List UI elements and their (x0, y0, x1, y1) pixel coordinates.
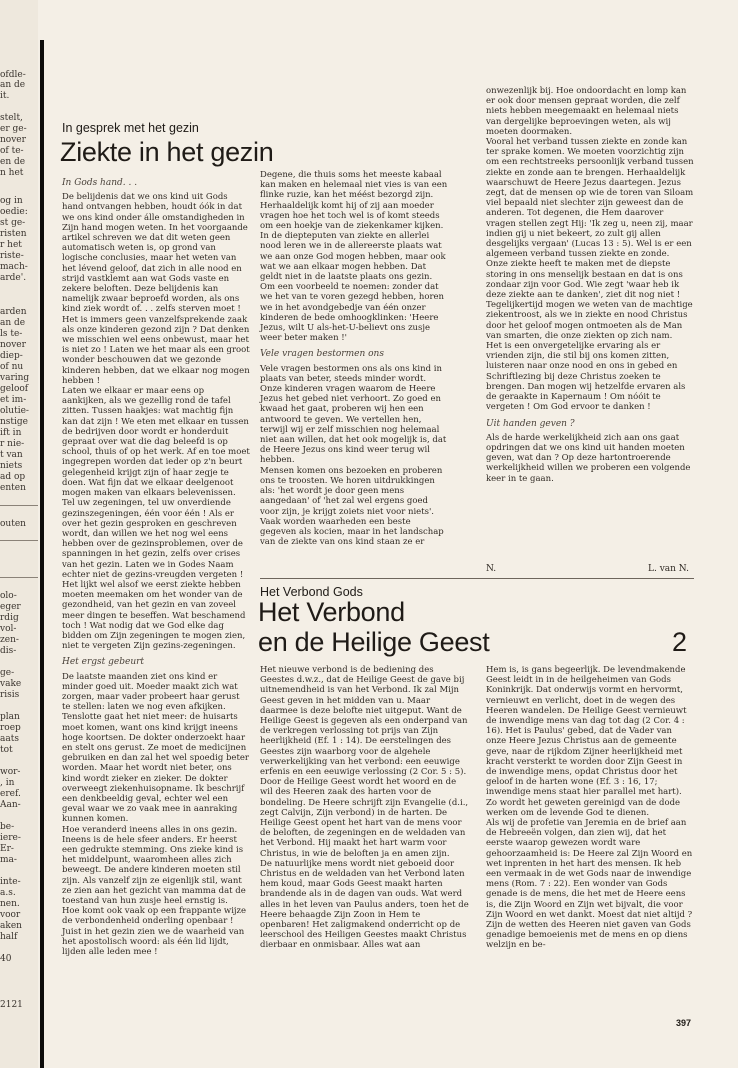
paragraph: Tel uw zegeningen, tel uw onverdiende gezinszegeningen, één voor één ! Als er over het gezin gesproken en geschreven wordt, dan willen we het nog wel eens hebben over de gezinsproblemen, over de spanningen in het gezin, zelfs over crises van het gezin. Laten we in Godes Naam echter niet de gezins-vreugden vergeten ! Het lijkt wel alsof we eerst ziekte hebben moeten meemaken om het wonder van de gezondheid, van het gezin en van zoveel meer dingen te beseffen. Wat beschamend toch ! Wat nodig dat we God elke dag bidden om Zijn zegeningen te mogen zien, niet te vergeten Zijn gezins-zegeningen. (62, 498, 246, 652)
previous-page-fragment: varing (0, 373, 30, 383)
previous-page-fragment: a.s. (0, 888, 16, 898)
previous-page-fragment: aken (0, 921, 22, 931)
previous-page-fragment: n het (0, 168, 24, 178)
previous-page-fragment: arde'. (0, 273, 27, 283)
paragraph: onwezenlijk bij. Hoe ondoordacht en lomp kan er ook door mensen gepraat worden, die zelf niets hebben meegemaakt en helemaal niets van dergelijke beproevingen weten, als wij moeten doormaken. (486, 86, 687, 137)
previous-page-fragment: et im- (0, 395, 27, 405)
previous-page-fragment: eref. (0, 789, 21, 799)
previous-page-fragment: vake (0, 679, 22, 689)
previous-page-fragment: an de (0, 80, 26, 90)
previous-page-fragment: of nu (0, 362, 24, 372)
signature-initial: N. (486, 564, 497, 574)
paragraph: Vaak worden waarheden een beste gegeven als kocien, maar in het landschap van de ziekte van ons kind staan ze er (260, 516, 444, 548)
paragraph: Tegelijkertijd mogen we weten van de machtige ziekentroost, als we in ziekte en nood Christus door het geloof mogen ontmoeten als de Man van smarten, die onze ziekten op zich nam. (486, 300, 693, 341)
page-gutter (40, 40, 44, 1068)
previous-page-fragment: inte- (0, 877, 21, 887)
previous-page-fragment: ad op (0, 472, 26, 482)
previous-page-fragment: vol- (0, 624, 17, 634)
article1-subheading-vele-vragen: Vele vragen bestormen ons (260, 349, 384, 360)
article2-kicker: Het Verbond Gods (260, 585, 363, 599)
paragraph: Vooral het verband tussen ziekte en zonde kan ter sprake komen. We moeten voorzichtig zijn om een rechtstreeks persoonlijk verband tussen ziekte en zonde aan te brengen. Herhaaldelijk waarschuwt de Heere Jezus daartegen. Jezus zegt, dat de mensen op wie de toren van Siloam viel bepaald niet slechter zijn geweest dan de anderen. Tot degenen, die Hem daarover vragen stellen zegt Hij: 'Ik zeg u, neen zij, maar indien gij u niet bekeert, zo zult gij allen desgelijks vergaan' (Lucas 13 : 5). Wel is er een algemeen verband tussen ziekte en zonde. Onze ziekte heeft te maken met de diepste storing in ons menselijk bestaan en dat is ons zondaar zijn voor God. Wie zegt 'waar heb ik deze ziekte aan te danken', ziet dit nog niet ! (486, 137, 694, 301)
paragraph: Het nieuwe verbond is de bediening des Geestes d.w.z., dat de Heilige Geest de gave bij uitnemendheid is van het Verbond. Ik zal Mijn Geest geven in het midden van u. Maar daarmee is deze belofte niet uitgeput. Want de Heilige Geest is gegeven als een onderpand van de verkregen verlossing tot prijs van Zijn heerlijkheid (Ef. 1 : 14). De eerstelingen des Geestes zijn waarborg voor de algehele verwerkelijking van het verbond: een eeuwige erfenis en een eeuwige verlossing (2 Cor. 5 : 5). Door de Heilige Geest wordt het woord en de wil des Heeren zaak des harten voor de bondeling. De Heere schrijft zijn Evangelie (d.i., zegt Calvijn, Zijn verbond) in de harten. De Heilige Geest opent het hart van de mens voor de beloften, de zegeningen en de weldaden van het Verbond. Hij maakt het hart warm voor Christus, in wie de beloften ja en amen zijn. (260, 665, 469, 859)
previous-page-fragment: voor (0, 910, 21, 920)
article1-col1b-text (62, 672, 250, 958)
previous-page-fragment: enten (0, 483, 26, 493)
previous-page-fragment: plan (0, 712, 20, 722)
previous-page-fragment: oedie: (0, 207, 28, 217)
article2-part-number: 2 (672, 627, 687, 657)
previous-page-fragment: zen- (0, 635, 19, 645)
article2-title-line2: en de Heilige Geest (258, 627, 490, 657)
previous-page-fragment: an de (0, 318, 26, 328)
article1-column-1 (62, 178, 250, 957)
previous-page-fragment: mach- (0, 262, 28, 272)
paragraph: Degene, die thuis soms het meeste kabaal kan maken en helemaal niet vies is van een flinke ruzie, kan het méést bezorgd zijn. Herhaaldelijk komt hij of zij aan moeder vragen hoe het toch wel is of komt steeds om een hoekje van de ziekenkamer kijken. In de diepteputen van ziekte en allerlei nood leren we in de allereerste plaats wat we aan onze God mogen hebben, maar ook wat we aan elkaar mogen hebben. Dat geldt niet in de laatste plaats ons gezin. Om een voorbeeld te noemen: zonder dat we het van te voren gezegd hebben, horen we in het avondgebedje van één onzer kinderen de bede omhoogklinken: 'Heere Jezus, wilt U als-het-U-believt ons zusje weer beter maken !' (260, 170, 448, 344)
paragraph: Hoe veranderd ineens alles in ons gezin. Ineens is de hele sfeer anders. Er heerst een gedrukte stemming. Ons zieke kind is het middelpunt, waaromheen alles zich beweegt. De andere kinderen moeten stil zijn. Als vanzelf zijn ze eigenlijk stil, want ze zien aan het gezicht van mamma dat de toestand van hun zusje heel ernstig is. (62, 824, 246, 907)
paragraph: Als de harde werkelijkheid zich aan ons gaat opdringen dat we ons kind uit handen moeten geven, wat dan ? Op deze hartontroerende werkelijkheid willen we proberen een volgende keer in te gaan. (486, 432, 691, 484)
previous-page-fragment: risten (0, 229, 27, 239)
previous-page-fragment: 2121 (0, 1000, 23, 1010)
previous-page-fragment: 40 (0, 954, 12, 964)
article1-column-3 (486, 86, 694, 484)
previous-page-fragment: it. (0, 91, 10, 101)
previous-page-fragment: iere- (0, 833, 21, 843)
previous-page-fragment: nstige (0, 417, 28, 427)
article-divider (260, 578, 694, 579)
previous-page-fragment: rdig (0, 613, 19, 623)
article1-column-2 (260, 170, 448, 547)
previous-page-fragment: er ge- (0, 124, 27, 134)
previous-page-fragment: r nie- (0, 439, 25, 449)
article1-title: Ziekte in het gezin (60, 137, 274, 167)
previous-page-rule (0, 577, 38, 578)
previous-page-fragment: ge- (0, 668, 15, 678)
previous-page-fragment: geloof (0, 384, 29, 394)
previous-page-edge (0, 0, 38, 1068)
page-number: 397 (676, 1018, 692, 1028)
previous-page-fragment: r het (0, 240, 22, 250)
author-signature: L. van N. (648, 564, 689, 574)
previous-page-fragment: , in (0, 778, 15, 788)
previous-page-fragment: olutie- (0, 406, 29, 416)
paragraph: Het is een onvergetelijke ervaring als er vrienden zijn, die stil bij ons komen zitten, luisteren naar onze nood en ons in gebed en Schriftlezing bij deze Christus zoeken te brengen. Dan mogen wij hetzelfde ervaren als de geraakte in Kapernaum ! Om nóóit te vergeten ! Om God ervoor te danken ! (486, 341, 686, 413)
article1-kicker: In gesprek met het gezin (62, 121, 199, 135)
previous-page-fragment: eger (0, 602, 21, 612)
paragraph: Het is immers geen vanzelfsprekende zaak als onze kinderen gezond zijn ? Dat denken we misschien wel eens onbewust, maar het is niet zo ! Laten we het maar als een groot wonder beschouwen dat we gezonde kinderen hebben, dat we elkaar nog mogen hebben ! (62, 314, 250, 386)
previous-page-fragment: arden (0, 307, 27, 317)
previous-page-fragment: nover (0, 135, 26, 145)
previous-page-fragment: ma- (0, 855, 17, 865)
previous-page-fragment: riste- (0, 251, 24, 261)
paragraph: De belijdenis dat we ons kind uit Gods hand ontvangen hebben, houdt óók in dat we ons kind onder álle omstandigheden in Zijn hand mogen weten. In het voorgaande artikel schreven we dat dit weten geen automatisch weten is, op grond van logische conclusies, maar het weten van het lévend geloof, dat zich in alle nood en strijd vastklemt aan wat Gods vaste en zekere beloften. Deze belijdenis kan namelijk zwaar beproefd worden, als ons kind ziek wordt of. . . zelfs sterven moet ! (62, 192, 248, 315)
article2-title-line1: Het Verbond (258, 597, 405, 627)
previous-page-fragment: olo- (0, 591, 17, 601)
article1-subheading-het-ergst: Het ergst gebeurt (62, 657, 145, 668)
previous-page-fragment: diep- (0, 351, 23, 361)
previous-page-fragment: roep (0, 723, 21, 733)
previous-page-fragment: outen (0, 519, 26, 529)
article2-column-2 (486, 665, 694, 951)
previous-page-fragment: t van (0, 450, 23, 460)
paragraph: De laatste maanden ziet ons kind er minder goed uit. Moeder maakt zich wat zorgen, maar vader probeert haar gerust te stellen: laten we nog even afkijken. Tenslotte gaat het niet meer: de huisarts moet komen, want ons kind krijgt ineens hoge koortsen. De dokter onderzoekt haar en stelt ons gerust. Ze moet de medicijnen gebruiken en dan zal het wel spoedig beter worden. Maar het wordt niet beter, ons kind wordt zieker en zieker. De dokter overweegt ziekenhuisopname. Ik beschrijf een denkbeeldig geval, echter wel een geval waar we zo vaak mee in aanraking kunnen komen. (62, 671, 249, 825)
article1-intro-subheading: In Gods hand. . . (62, 178, 138, 188)
previous-page-fragment: aats (0, 734, 19, 744)
previous-page-fragment: Aan- (0, 800, 21, 810)
previous-page-fragment: Er- (0, 844, 14, 854)
paragraph: Vele vragen bestormen ons als ons kind in plaats van beter, steeds minder wordt. Onze kinderen vragen waarom de Heere Jezus het gebed niet verhoort. Zo goed en kwaad het gaat, proberen wij hen een antwoord te geven. We vertellen hen, terwijl wij er zelf misschien nog helemaal niet aan willen, dat het ook mogelijk is, dat de Heere Jezus ons kind weer terug wil hebben. (260, 363, 447, 466)
previous-page-fragment: dis- (0, 646, 17, 656)
article2-column-1 (260, 665, 470, 951)
paragraph: Hoe komt ook vaak op een frappante wijze de verbondenheid onderling openbaar ! Juist in het gezin zien we de waarheid van het apostolisch woord: als één lid lijdt, lijden alle leden mee ! (62, 906, 247, 958)
paragraph: Laten we elkaar er maar eens op aankijken, als we gezellig rond de tafel zitten. Tussen haakjes: wat machtig fijn kan dat zijn ! We eten met elkaar en tussen de bedrijven door wordt er honderduit gepraat over wat die dag beleefd is op school, thuis of op het werk. Af en toe moet ingegrepen worden dat ieder op z'n beurt gelegenheid krijgt zijn of haar zegje te doen. Wat fijn dat we elkaar deelgenoot mogen maken van elkaars belevenissen. (62, 386, 250, 499)
previous-page-fragment: ift in (0, 428, 22, 438)
paragraph: De natuurlijke mens wordt niet geboeid door Christus en de weldaden van het Verbond laten hem koud, maar Gods Geest maakt harten brandende als in de dagen van ouds. Wat werd alles in het leven van Paulus anders, toen het de Heere behaagde Zijn Zoon in Hem te openbaren! Het zaligmakend onderricht op de leerschool des Heiligen Geestes maakt Christus dierbaar en onmisbaar. Alles wat aan (260, 858, 469, 951)
previous-page-fragment: be- (0, 822, 15, 832)
paragraph: Mensen komen ons bezoeken en proberen ons te troosten. We horen uitdrukkingen als: 'het wordt je door geen mens aangedaan' of 'het zal wel ergens goed voor zijn, je krijgt zoiets niet voor niets'. (260, 465, 443, 517)
article1-col1-text (62, 192, 250, 651)
previous-page-fragment: half (0, 932, 18, 942)
previous-page-fragment: nen. (0, 899, 20, 909)
previous-page-fragment: en de (0, 157, 26, 167)
previous-page-rule (0, 540, 38, 541)
previous-page-fragment: st ge- (0, 218, 26, 228)
article1-subheading-uit-handen: Uit handen geven ? (486, 418, 575, 429)
previous-page-fragment: stelt, (0, 113, 23, 123)
previous-page-fragment: ls te- (0, 329, 23, 339)
previous-page-fragment: niets (0, 461, 23, 471)
paragraph: Hem is, is gans begeerlijk. De levendmakende Geest leidt in in de heilgeheimen van Gods Koninkrijk. Dat onderwijs vormt en hervormt, vernieuwt en verlicht, doet in de wegen des Heeren wandelen. De Heilige Geest vernieuwt de inwendige mens van dag tot dag (2 Cor. 4 : 16). Het is Paulus' gebed, dat de Vader van onze Heere Jezus Christus aan de gemeente geve, naar de rijkdom Zijner heerlijkheid met kracht versterkt te worden door Zijn Geest in de inwendige mens, opdat Christus door het geloof in de harten wone (Ef. 3 : 16, 17; inwendige mens staat hier parallel met hart). Zo wordt het geweten gereinigd van de dode werken om de levende God te dienen. (486, 665, 687, 818)
previous-page-rule (0, 505, 38, 506)
previous-page-fragment: risis (0, 690, 20, 700)
paragraph: Als wij de profetie van Jeremia en de brief aan de Hebreeën volgen, dan zien wij, dat het eerste waarop gewezen wordt ware gehoorzaamheid is: De Heere zal Zijn Woord en wet inprenten in het hart des mensen. Ik heb een vermaak in de wet Gods naar de inwendige mens (Rom. 7 : 22). Een wonder van Gods genade is de mens, die het met de Heere eens is, die Zijn Woord en Zijn wet bijvalt, die voor Zijn Woord en wet dankt. Moest dat niet altijd ? Zijn de wetten des Heeren niet gaven van Gods genadige bemoeienis met de mens en op diens welzijn en be- (486, 818, 693, 951)
previous-page-fragment: wor- (0, 767, 21, 777)
previous-page-fragment: of te- (0, 146, 24, 156)
previous-page-fragment: tot (0, 745, 13, 755)
previous-page-fragment: ofdle- (0, 70, 26, 80)
previous-page-fragment: og in (0, 196, 23, 206)
previous-page-fragment: nover (0, 340, 26, 350)
